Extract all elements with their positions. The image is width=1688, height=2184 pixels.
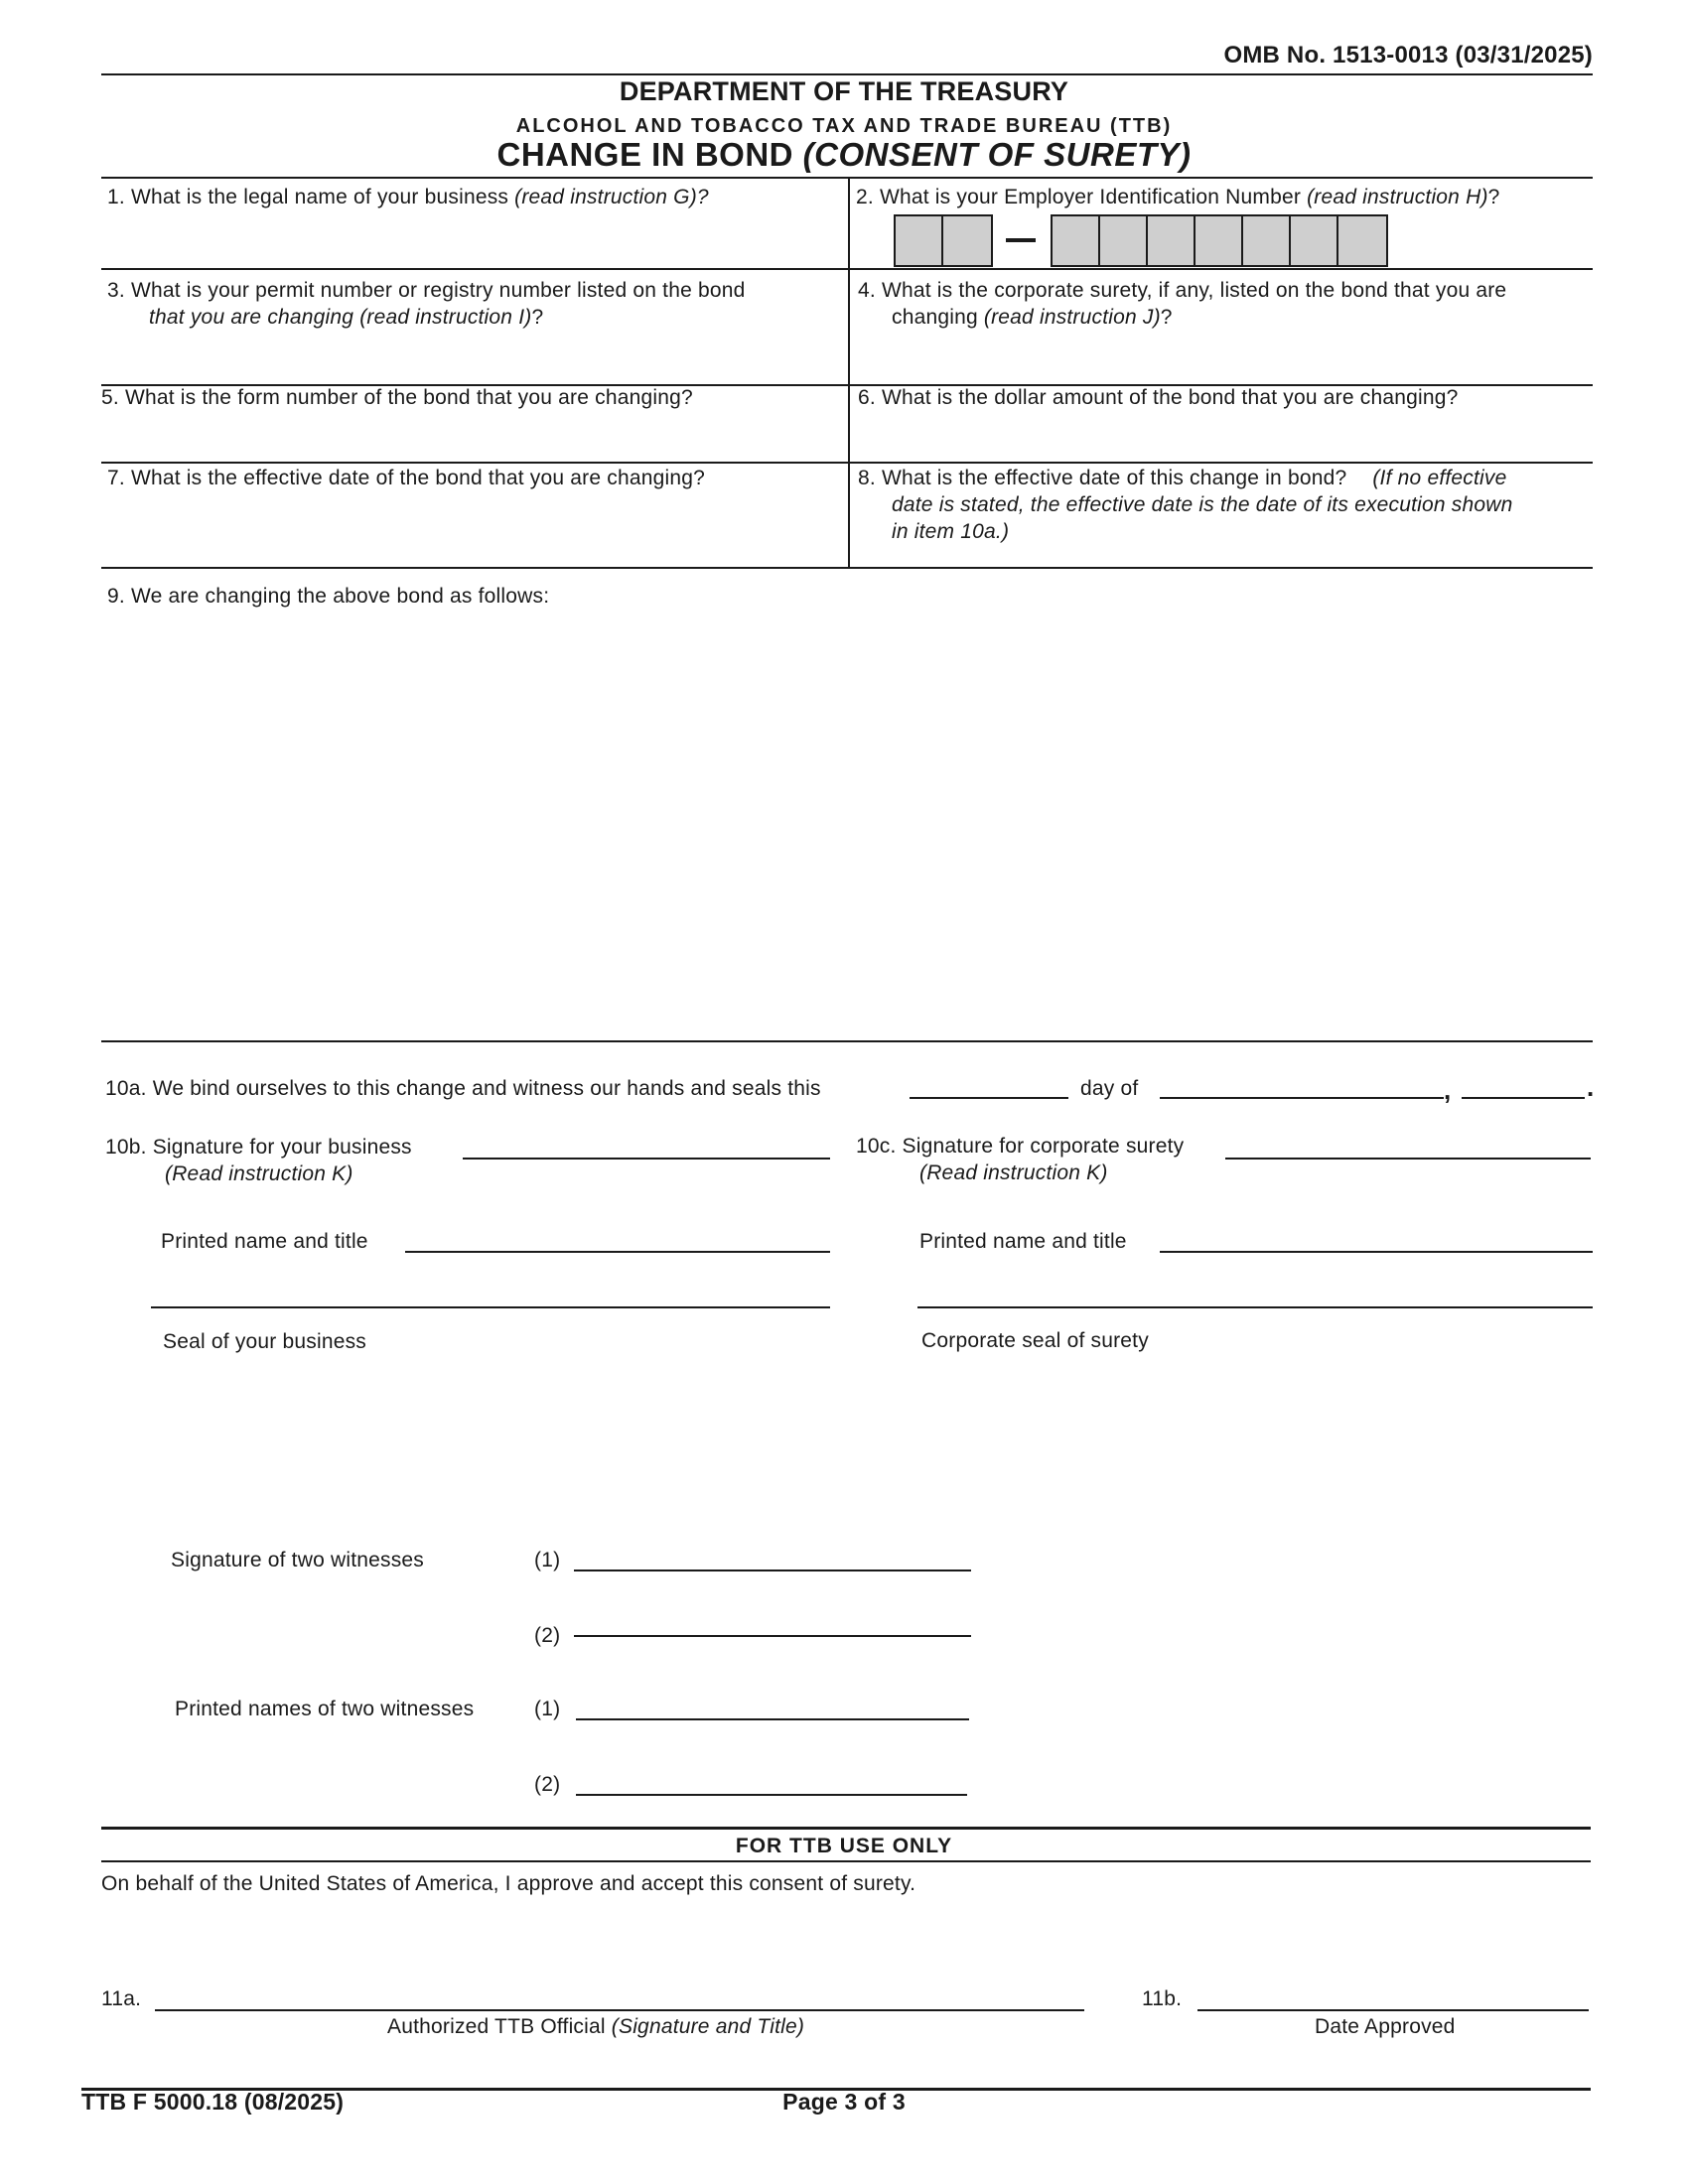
- question-2-text: 2. What is your Employer Identification Number: [856, 186, 1308, 208]
- question-2-tail: ?: [1487, 186, 1500, 208]
- witness-signatures-label: Signature of two witnesses: [171, 1549, 424, 1571]
- question-7: 7. What is the effective date of the bond that you are changing?: [107, 467, 705, 489]
- surety-title-line[interactable]: [917, 1306, 1593, 1308]
- item-10a-period: .: [1587, 1072, 1595, 1102]
- seal-business-label: Seal of your business: [163, 1330, 366, 1353]
- witness-name-1-number: (1): [534, 1698, 561, 1720]
- business-printed-name-field[interactable]: [405, 1251, 830, 1253]
- question-4-tail: ?: [1160, 306, 1173, 329]
- question-1-text: 1. What is the legal name of your business: [107, 186, 515, 208]
- ttb-approval-statement: On behalf of the United States of America, I approve and accept this consent of surety.: [101, 1872, 916, 1895]
- witness-name-2-number: (2): [534, 1773, 561, 1796]
- item-10a-text: 10a. We bind ourselves to this change and witness our hands and seals this: [105, 1077, 821, 1100]
- printed-name-title-label-left: Printed name and title: [161, 1230, 368, 1253]
- ein-digit-box[interactable]: [1338, 216, 1386, 265]
- ein-digit-box[interactable]: [1148, 216, 1196, 265]
- question-2: [856, 184, 1500, 210]
- witness-signature-2-field[interactable]: [574, 1635, 971, 1637]
- grid-top-rule: [101, 177, 1593, 179]
- ein-suffix-boxes[interactable]: [1051, 214, 1388, 267]
- year-field[interactable]: [1462, 1097, 1585, 1099]
- header-rule: [101, 73, 1593, 75]
- question-9: 9. We are changing the above bond as follows:: [107, 585, 550, 608]
- item-11a-label: 11a.: [101, 1987, 142, 2010]
- grid-rule-row5: [101, 567, 1593, 569]
- ttb-official-signature-field[interactable]: [155, 2009, 1084, 2011]
- question-8-line2: date is stated, the effective date is the date of its execution shown: [892, 493, 1513, 516]
- question-9-bottom-rule: [101, 1040, 1593, 1042]
- ttb-section-top-rule: [101, 1827, 1591, 1830]
- ein-digit-box[interactable]: [1243, 216, 1291, 265]
- item-11a-caption: [387, 2013, 804, 2040]
- grid-center-divider: [848, 177, 850, 569]
- question-6: 6. What is the dollar amount of the bond that you are changing?: [858, 386, 1459, 409]
- item-11a-caption-italic: (Signature and Title): [611, 2015, 805, 2038]
- item-10b-instruction: (Read instruction K): [165, 1162, 353, 1185]
- item-11b-label: 11b.: [1142, 1987, 1183, 2010]
- witness-names-label: Printed names of two witnesses: [175, 1698, 475, 1720]
- ein-digit-box[interactable]: [1291, 216, 1338, 265]
- witness-signature-2-number: (2): [534, 1624, 561, 1647]
- ein-dash: [1006, 238, 1036, 242]
- question-3-line2: [149, 304, 543, 331]
- item-10a-day-of: day of: [1080, 1077, 1139, 1100]
- question-5: 5. What is the form number of the bond that you are changing?: [101, 386, 693, 409]
- question-8-note-1: (If no effective: [1372, 467, 1507, 489]
- bureau-heading: ALCOHOL AND TOBACCO TAX AND TRADE BUREAU (TTB): [515, 115, 1173, 137]
- business-signature-field[interactable]: [463, 1158, 830, 1160]
- grid-rule-row2: [101, 268, 1593, 270]
- ein-digit-box[interactable]: [1196, 216, 1243, 265]
- page-number: Page 3 of 3: [782, 2089, 906, 2115]
- item-11b-caption: Date Approved: [1315, 2015, 1456, 2038]
- question-8-line3: in item 10a.): [892, 520, 1010, 543]
- form-number: TTB F 5000.18 (08/2025): [81, 2089, 345, 2115]
- surety-printed-name-field[interactable]: [1160, 1251, 1593, 1253]
- day-field[interactable]: [910, 1097, 1068, 1099]
- date-approved-field[interactable]: [1197, 2009, 1589, 2011]
- question-4-instruction: (read instruction J): [983, 306, 1161, 329]
- item-11a-caption-text: Authorized TTB Official: [387, 2015, 612, 2038]
- form-title: [0, 135, 1688, 175]
- ttb-use-only-heading: FOR TTB USE ONLY: [735, 1835, 953, 1857]
- omb-number: OMB No. 1513-0013 (03/31/2025): [1223, 42, 1593, 68]
- ttb-section-heading-rule: [101, 1860, 1591, 1862]
- question-1-instruction: (read instruction G)?: [514, 186, 709, 208]
- bond-changes-area[interactable]: [101, 614, 1593, 1040]
- printed-name-title-label-right: Printed name and title: [919, 1230, 1127, 1253]
- grid-rule-row4: [101, 462, 1593, 464]
- seal-surety-label: Corporate seal of surety: [921, 1329, 1149, 1352]
- department-heading: DEPARTMENT OF THE TREASURY: [619, 76, 1069, 106]
- question-3-line1: 3. What is your permit number or registry number listed on the bond: [107, 279, 746, 302]
- ein-digit-box[interactable]: [896, 216, 943, 265]
- item-10a-comma: ,: [1444, 1075, 1452, 1105]
- ein-prefix-boxes[interactable]: [894, 214, 993, 267]
- ein-digit-box[interactable]: [943, 216, 991, 265]
- witness-name-2-field[interactable]: [576, 1794, 967, 1796]
- witness-name-1-field[interactable]: [576, 1718, 969, 1720]
- question-3-instruction: that you are changing (read instruction I): [149, 306, 532, 329]
- question-8-line1: [858, 465, 1506, 491]
- ein-digit-box[interactable]: [1100, 216, 1148, 265]
- item-10c-label: 10c. Signature for corporate surety: [856, 1135, 1185, 1158]
- form-title-italic: (CONSENT OF SURETY): [802, 136, 1192, 173]
- surety-signature-field[interactable]: [1225, 1158, 1591, 1160]
- ein-digit-box[interactable]: [1053, 216, 1100, 265]
- witness-signature-1-number: (1): [534, 1549, 561, 1571]
- form-title-main: CHANGE IN BOND: [496, 136, 803, 173]
- witness-signature-1-field[interactable]: [574, 1570, 971, 1571]
- item-10b-label: 10b. Signature for your business: [105, 1136, 412, 1159]
- item-10c-instruction: (Read instruction K): [919, 1161, 1108, 1184]
- question-4-line2: [892, 304, 1173, 331]
- question-1: [107, 184, 709, 210]
- question-4-line1: 4. What is the corporate surety, if any, listed on the bond that you are: [858, 279, 1507, 302]
- question-3-tail: ?: [531, 306, 544, 329]
- month-field[interactable]: [1160, 1097, 1444, 1099]
- business-title-line[interactable]: [151, 1306, 830, 1308]
- question-4-text: changing: [892, 306, 984, 329]
- question-8-text: 8. What is the effective date of this change in bond?: [858, 467, 1347, 489]
- question-2-instruction: (read instruction H): [1307, 186, 1488, 208]
